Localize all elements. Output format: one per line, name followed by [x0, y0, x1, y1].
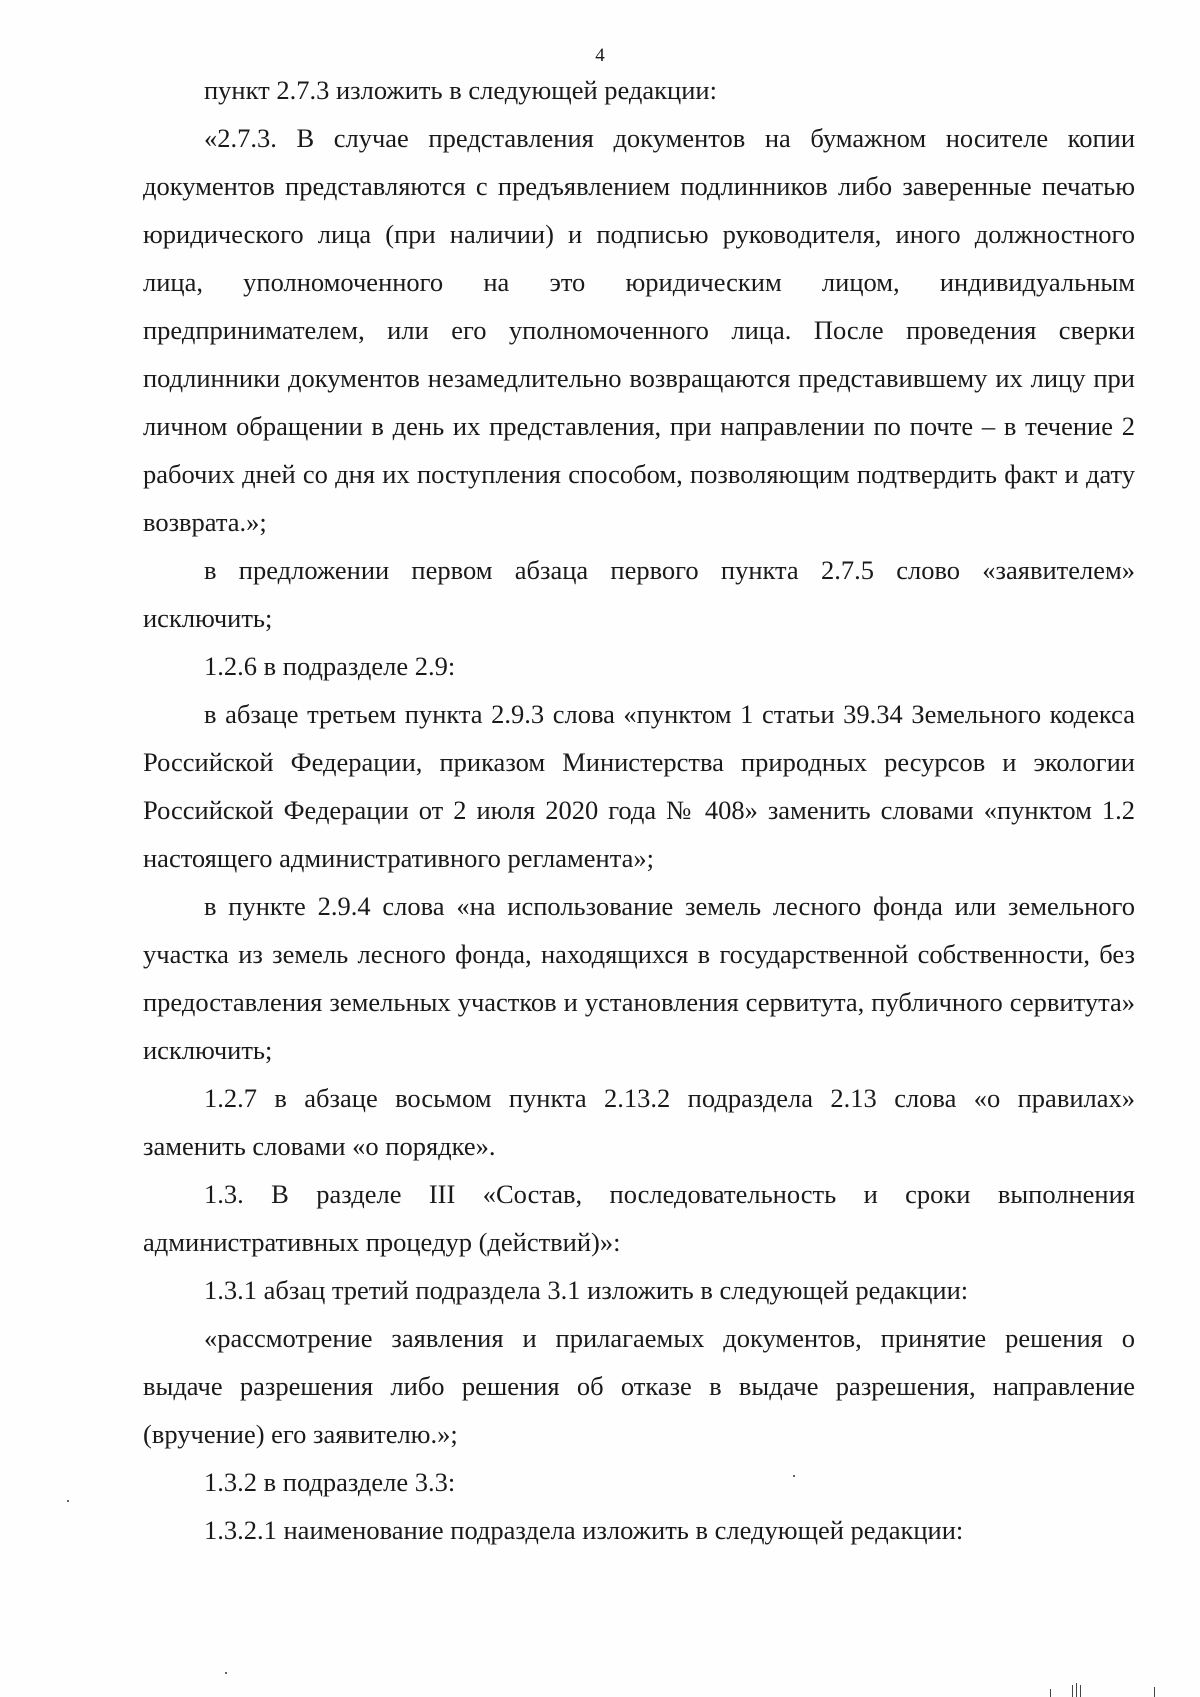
paragraph-2-9-3: в абзаце третьем пункта 2.9.3 слова «пунктом 1 статьи 39.34 Земельного кодекса Российской Федерации, приказом Министерства природных ресурсов и экологии Российской Федерации от 2 июля 2020 года № 408» заменить словами «пунктом 1.2 настоящего административного регламента»;: [143, 699, 1135, 873]
document-body: [143, 66, 1135, 1554]
paragraph-2-7-5: в предложении первом абзаца первого пункта 2.7.5 слово «заявителем» исключить;: [143, 555, 1135, 633]
page-number: 4: [595, 45, 605, 66]
scan-speck: [225, 1672, 227, 1674]
scan-speck: [793, 1475, 795, 1477]
scan-edge-marks: [1050, 1681, 1160, 1697]
paragraph-1-2-6: 1.2.6 в подразделе 2.9:: [204, 651, 456, 681]
paragraph-1-3-1: 1.3.1 абзац третий подраздела 3.1 изложить в следующей редакции:: [204, 1275, 969, 1305]
paragraph-quote-3-1: «рассмотрение заявления и прилагаемых документов, принятие решения о выдаче разрешения либо решения об отказе в выдаче разрешения, направление (вручение) его заявителю.»;: [143, 1323, 1135, 1449]
paragraph-1-2-7: 1.2.7 в абзаце восьмом пункта 2.13.2 подраздела 2.13 слова «о правилах» заменить словами «о порядке».: [143, 1083, 1135, 1161]
paragraph-intro: пункт 2.7.3 изложить в следующей редакции:: [204, 75, 717, 105]
paragraph-1-3-2: 1.3.2 в подразделе 3.3:: [204, 1467, 456, 1497]
paragraph-1-3: 1.3. В разделе III «Состав, последовательность и сроки выполнения административных процедур (действий)»:: [143, 1179, 1135, 1257]
paragraph-2-9-4: в пункте 2.9.4 слова «на использование земель лесного фонда или земельного участка из земель лесного фонда, находящихся в государственной собственности, без предоставления земельных участков и установления сервитута, публичного сервитута» исключить;: [143, 891, 1135, 1065]
paragraph-quote-2-7-3: «2.7.3. В случае представления документов на бумажном носителе копии документов представляются с предъявлением подлинников либо заверенные печатью юридического лица (при наличии) и подписью руководителя, иного должностного лица, уполномоченного на это юридическим лицом, индивидуальным предпринимателем, или его уполномоченного лица. После проведения сверки подлинники документов незамедлительно возвращаются представившему их лицу при личном обращении в день их представления, при направлении по почте – в течение 2 рабочих дней со дня их поступления способом, позволяющим подтвердить факт и дату возврата.»;: [143, 123, 1135, 537]
paragraph-1-3-2-1: 1.3.2.1 наименование подраздела изложить в следующей редакции:: [204, 1515, 964, 1545]
scan-speck: [67, 1500, 69, 1502]
